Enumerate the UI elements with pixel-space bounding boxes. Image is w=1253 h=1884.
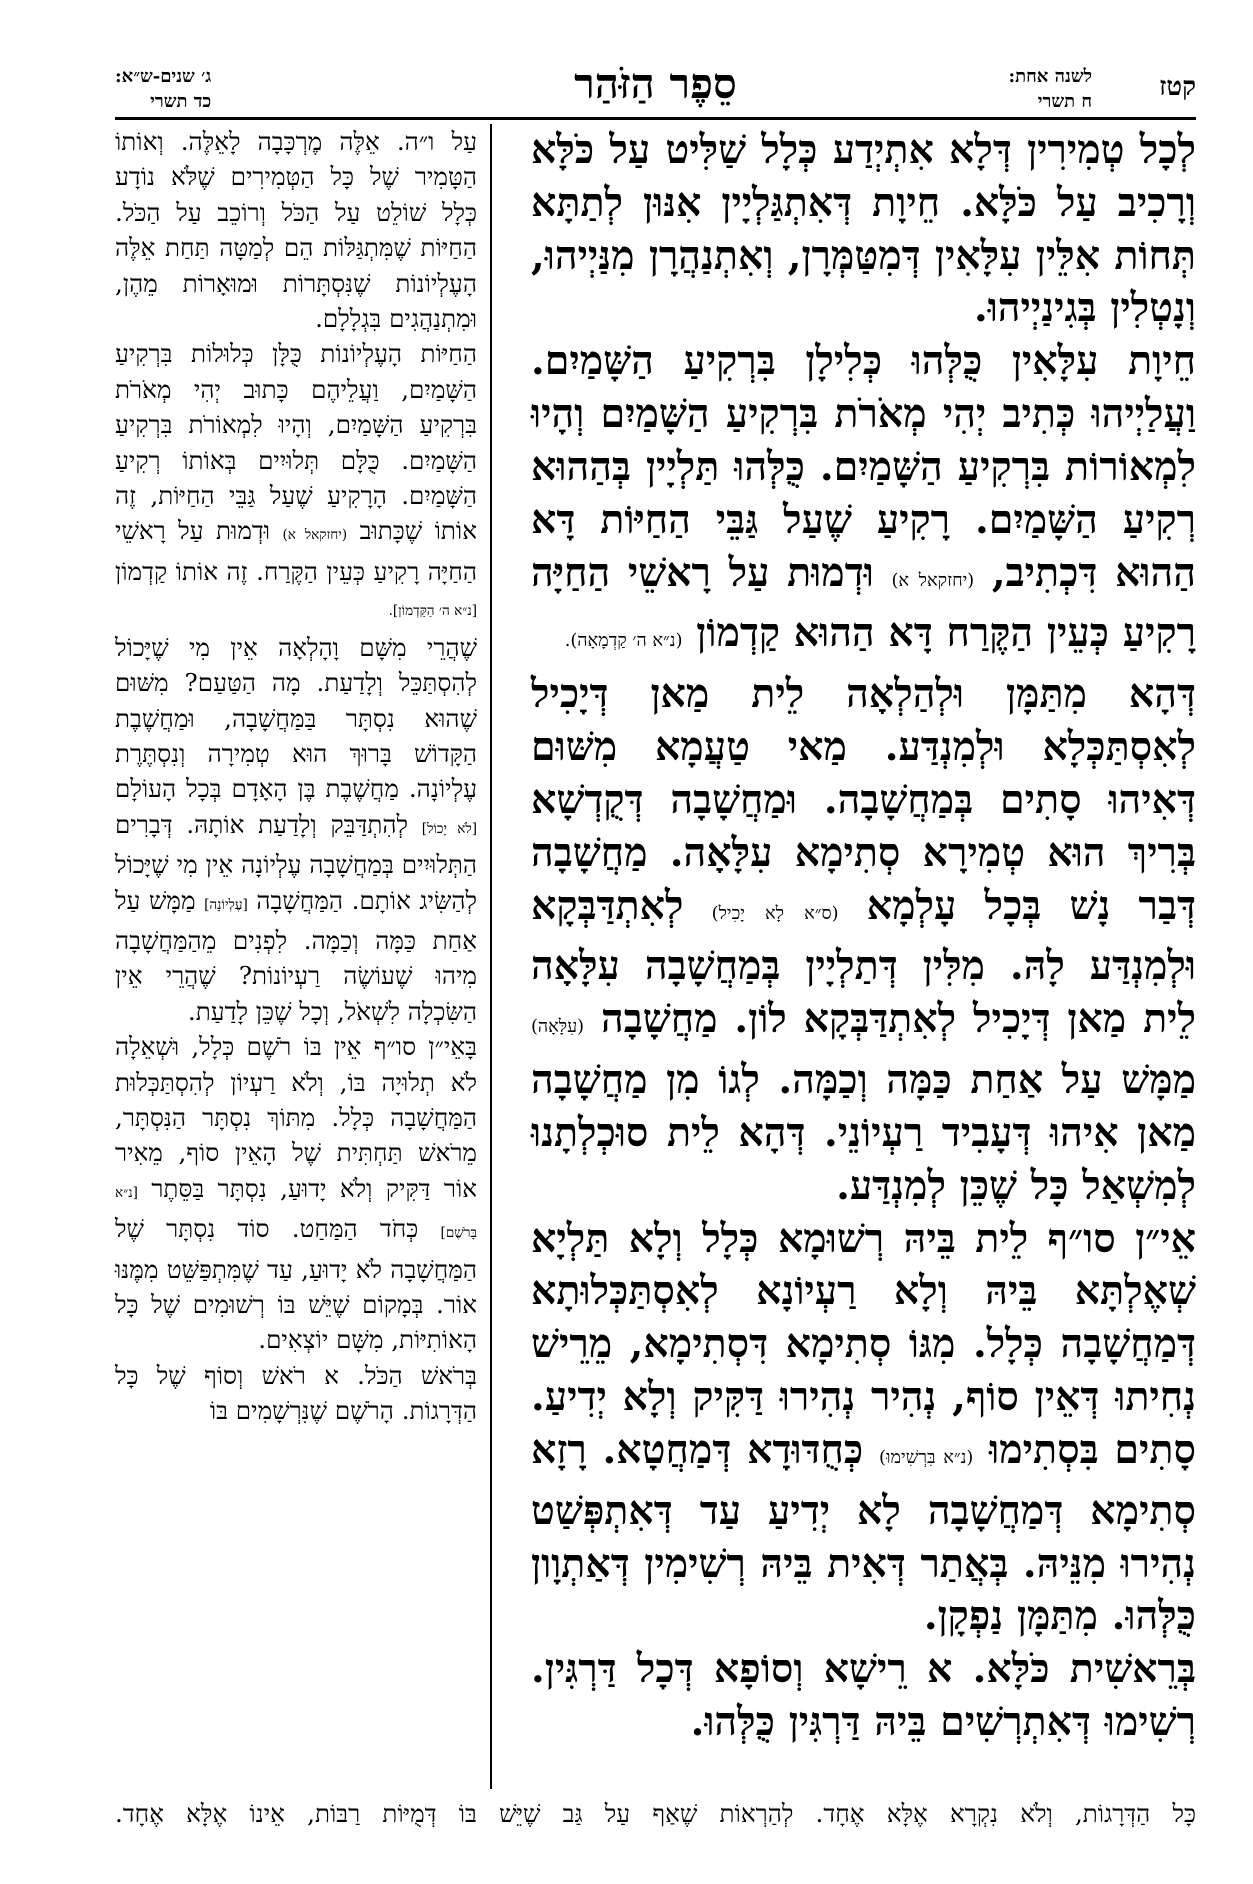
side-paragraph-2-text-a: הַחַיּוֹת הָעֶלְיוֹנוֹת כֻּלָּן כְּלוּלוֹת בִּרְקִיעַ הַשָּׁמַיִם, וַעֲלֵיהֶם כָּתוּב יְהִי מְאֹרֹת בִּרְקִיעַ הַשָּׁמַיִם, וְהָיוּ לִמְאוֹרֹת בִּרְקִיעַ הַשָּׁמַיִם. כֻּלָּם תְּלוּיִים בְּאוֹתוֹ רְקִיעַ הַשָּׁמַיִם. הָרָקִיעַ שֶׁעַל גַּבֵּי הַחַיּוֹת, זֶה אוֹתוֹ שֶׁכָּתוּב: [115, 339, 477, 546]
header-rule: [115, 117, 1196, 120]
main-variant-note-2: (ס״א לָא יָכִיל): [711, 903, 839, 924]
side-paragraph-1: עַל ו״ה. אֵלֶּה מֶרְכָּבָה לָאֵלֶּה. וְאוֹתוֹ הַטָּמִיר שֶׁל כָּל הַטְּמִירִים שֶׁלֹּא נוֹדָע כְּלָל שׁוֹלֵט עַל הַכֹּל וְרוֹכֵב עַל הַכֹּל. הַחַיּוֹת שֶׁמִּתְגַּלּוֹת הֵם לְמַטָּה תַּחַת אֵלֶּה הָעֶלְיוֹנוֹת שֶׁנִּסְתָּרוֹת וּמוּאָרוֹת מֵהֶן, וּמִתְנַהֲגִים בִּגְלָלָם.: [115, 127, 477, 334]
side-variant-note-3: [עֶלְיוֹנָה]: [204, 896, 248, 913]
main-paragraph-2-text-a: חֵיוָת עִלָּאִין כֻּלְּהוּ כְּלִילָן בִּרְקִיעַ הַשָּׁמַיִם. וַעֲלַיְיהוּ כְּתִיב יְהִי מְאֹרֹת בִּרְקִיעַ הַשָּׁמַיִם וְהָיוּ לִמְאוֹרוֹת בִּרְקִיעַ הַשָּׁמַיִם. כֻּלְּהוּ תַּלְיָין בְּהַהוּא רְקִיעַ הַשָּׁמַיִם. רָקִיעַ שֶׁעַל גַּבֵּי הַחַיּוֹת דָּא הַהוּא דִּכְתִיב,: [531, 338, 1196, 596]
side-paragraph-4-text-a: בָּאֵי״ן סו״ף אֵין בּוֹ רֹשֶׁם כְּלָל, וּשְׁאֵלָה לֹא תְלוּיָה בּוֹ, וְלֹא רַעְיוֹן לְהִסְתַּכְּלוּת הַמַּחֲשָׁבָה כְּלָל. מִתּוֹךְ נִסְתָּר הַנִּסְתָּר, מֵרֹאשׁ תַּחְתִּית שֶׁל הָאֵין סוֹף, מֵאִיר אוֹר דַּקִּיק וְלֹא יָדוּעַ, נִסְתָּר בַּסֵּתֶר: [115, 1032, 477, 1203]
main-paragraph-2-text-b: וּדְמוּת עַל רָאשֵׁי הַחַיָּה רָקִיעַ כְּעֵין הַקֶּרַח דָּא הַהוּא קַדְמוֹן: [531, 549, 1196, 657]
side-paragraph-3: [115, 630, 477, 1029]
page-header: [115, 58, 1196, 116]
main-paragraph-2: [531, 335, 1196, 668]
main-variant-note-4: (נ״א בִּרְשִׁימוּ): [879, 1447, 974, 1468]
side-paragraph-5: בְּרֹאשׁ הַכֹּל. א רֹאשׁ וְסוֹף שֶׁל כָּל הַדְּרָגוֹת. הָרֹשֶׁם שֶׁנִּרְשָׁמִים בּוֹ: [115, 1360, 477, 1426]
schedule-one-year-label: לשנה אחת:: [1008, 66, 1092, 87]
schedule-three-years-date: כד תשרי: [150, 91, 212, 112]
book-title: סֵפֶר הַזֹּהַר: [574, 59, 737, 108]
translation-continuation-line: כָּל הַדְּרָגוֹת, וְלֹא נִקְרָא אֶלָּא אֶחָד. לְהַרְאוֹת שֶׁאַף עַל גַּב שֶׁיֵּשׁ בּוֹ דְּמֻיּוֹת רַבּוֹת, אֵינוֹ אֶלָּא אֶחָד.: [115, 1799, 1196, 1828]
main-paragraph-4-text-b: כְּחֻדּוּדָא דְּמַחֲטָא. רָזָא סְתִימָא דְּמַחֲשָׁבָה לָא יְדִיעַ עַד דְּאִתְפְּשַׁט נְהִירוּ מִנֵּיהּ. בְּאֲתַר דְּאִית בֵּיהּ רְשִׁימִין דְּאַתְוָון כֻּלְּהוּ. מִתַּמָּן נַפְקָן.: [531, 1426, 1196, 1640]
side-variant-note: [נ״א ה׳ הַקַּדְמוֹן].: [388, 603, 477, 620]
main-paragraph-3-text-c: מַמָּשׁ עַל אַחַת כַּמָּה וְכַמָּה. לְגוֹ מִן מַחֲשָׁבָה מַאן אִיהוּ דְּעָבִיד רַעְיוֹנֵי. דְּהָא לֵית סוּכְלְתָנוּ לְמִשְׁאַל כָּל שֶׁכֵּן לְמִנְדַּע.: [531, 1057, 1196, 1209]
side-variant-note-4: [נ״א בָּרֹשֶׁם]: [115, 1184, 477, 1242]
translation-column: [115, 124, 477, 1789]
side-variant-note-2: [לֹא יָכוֹל]: [421, 820, 477, 837]
main-paragraph-4-text-a: אֵי״ן סו״ף לֵית בֵּיהּ רְשׁוּמָא כְּלָל וְלָא תַּלְיָא שְׁאֶלְתָּא בֵּיהּ וְלָא רַעְיוֹנָא לְאִסְתַּכְּלוּתָא דְּמַחֲשָׁבָה כְּלָל. מִגּוֹ סְתִימָא דִּסְתִימָא, מֵרֵישׁ נְחִיתוּ דְּאֵין סוֹף, נְהִיר נְהִירוּ דַּקִּיק וְלָא יְדִיעַ. סָתִים בִּסְתִימוּ: [531, 1215, 1196, 1473]
main-paragraph-3: [531, 668, 1196, 1212]
side-paragraph-3-text-a: שֶׁהֲרֵי מִשָּׁם וָהָלְאָה אֵין מִי שֶׁיָּכוֹל לְהִסְתַּכֵּל וְלָדַעַת. מָה הַטַּעַם? מִשּׁוּם שֶׁהוּא נִסְתָּר בַּמַּחֲשָׁבָה, וּמַחֲשֶׁבֶת הַקָּדוֹשׁ בָּרוּךְ הוּא טְמִירָה וְנִסְתֶּרֶת עֶלְיוֹנָה. מַחֲשֶׁבֶת בֶּן הָאָדָם בְּכָל הָעוֹלָם: [115, 632, 477, 804]
schedule-one-year-date: ח תשרי: [1037, 91, 1092, 112]
schedule-three-years: [115, 64, 211, 114]
side-paragraph-4: [115, 1029, 477, 1358]
side-paragraph-2: [115, 336, 477, 629]
main-text-column: [531, 124, 1196, 1764]
column-divider: [490, 124, 492, 1789]
main-paragraph-1: לְכָל טְמִירִין דְּלָא אִתְיְדַע כְּלָל שַׁלִּיט עַל כֹּלָּא וְרָכִיב עַל כֹּלָּא. חֵיוָת דְּאִתְגַּלְיָין אִנּוּן לְתַתָּא תְּחוֹת אִלֵּין עִלָּאִין דְּמִטַּמְּרָן, וְאִתְנַהֲרָן מִנַּיְיהוּ, וְנָטְלִין בְּגִינַיְיהוּ.: [531, 127, 1196, 332]
main-paragraph-4: [531, 1213, 1196, 1644]
page-number: קטז: [1159, 72, 1196, 102]
main-paragraph-3-text-b: לְאִתְדַּבְּקָא וּלְמִנְדַּע לָהּ. מִלִּין דְּתַלְיָין בְּמַחֲשָׁבָה עִלָּאָה לֵית מַאן דְּיָכִיל לְאִתְדַּבְּקָא לוֹן. מַחֲשָׁבָה: [531, 882, 1196, 1043]
schedule-three-years-label: ג׳ שנים-ש״א:: [115, 66, 212, 87]
side-paragraph-4-text-b: כְּחֹד הַמַּחַט. סוֹד נִסְתָּר שֶׁל הַמַּחֲשָׁבָה לֹא יָדוּעַ, עַד שֶׁמִּתְפַּשֵּׁט מִמֶּנּוּ אוֹר. בְּמָקוֹם שֶׁיֵּשׁ בּוֹ רְשׁוּמִים שֶׁל כָּל הָאוֹתִיּוֹת, מִשָּׁם יוֹצְאִים.: [115, 1214, 477, 1355]
main-paragraph-5: בְּרֵאשִׁית כֹּלָּא. א רֵישָׁא וְסוֹפָא דְּכָל דַּרְגִּין. רְשִׁימוּ דְּאִתְרְשִׁים בֵּיהּ דַּרְגִּין כֻּלְּהוּ.: [531, 1646, 1196, 1746]
main-variant-note-3: (עִלָּאָה): [531, 1017, 585, 1038]
main-scripture-ref: (יחזקאל א): [891, 570, 975, 591]
side-paragraph-2-text-b: וּדְמוּת עַל רָאשֵׁי הַחַיָּה רָקִיעַ כְּעֵין הַקֶּרַח. זֶה אוֹתוֹ קַדְמוֹן: [115, 516, 477, 586]
main-variant-note: (נ״א ה׳ קַדְמָאָה).: [564, 631, 683, 652]
side-paragraph-3-text-c: מַמָּשׁ עַל אַחַת כַּמָּה וְכַמָּה. לִפְנִים מֵהַמַּחֲשָׁבָה מִיהוּ שֶׁעוֹשֶׂה רַעְיוֹנוֹת? שֶׁהֲרֵי אֵין הַשִּׂכְלָה לִשְׁאֹל, וְכָל שֶׁכֵּן לָדַעַת.: [115, 885, 477, 1026]
side-paragraph-3-text-b: לְהִתְדַּבֵּק וְלָדַעַת אוֹתָהּ. דְּבָרִים הַתְּלוּיִים בְּמַחֲשָׁבָה עֶלְיוֹנָה אֵין מִי שֶׁיָּכוֹל לְהַשִּׂיג אוֹתָם. הַמַּחֲשָׁבָה: [115, 809, 478, 915]
side-scripture-ref: (יחזקאל א): [282, 527, 348, 544]
main-paragraph-3-text-a: דְּהָא מִתַּמָּן וּלְהַלְאָה לֵית מַאן דְּיָכִיל לְאִסְתַּכְּלָא וּלְמִנְדַּע. מַאי טַעֲמָא מִשּׁוּם דְּאִיהוּ סָתִים בְּמַחֲשָׁבָה. וּמַחֲשָׁבָה דְּקֻדְשָׁא בְּרִיךְ הוּא טְמִירָא סְתִימָא עִלָּאָה. מַחֲשָׁבָה דְּבַר נָשׁ בְּכָל עָלְמָא: [531, 671, 1196, 929]
